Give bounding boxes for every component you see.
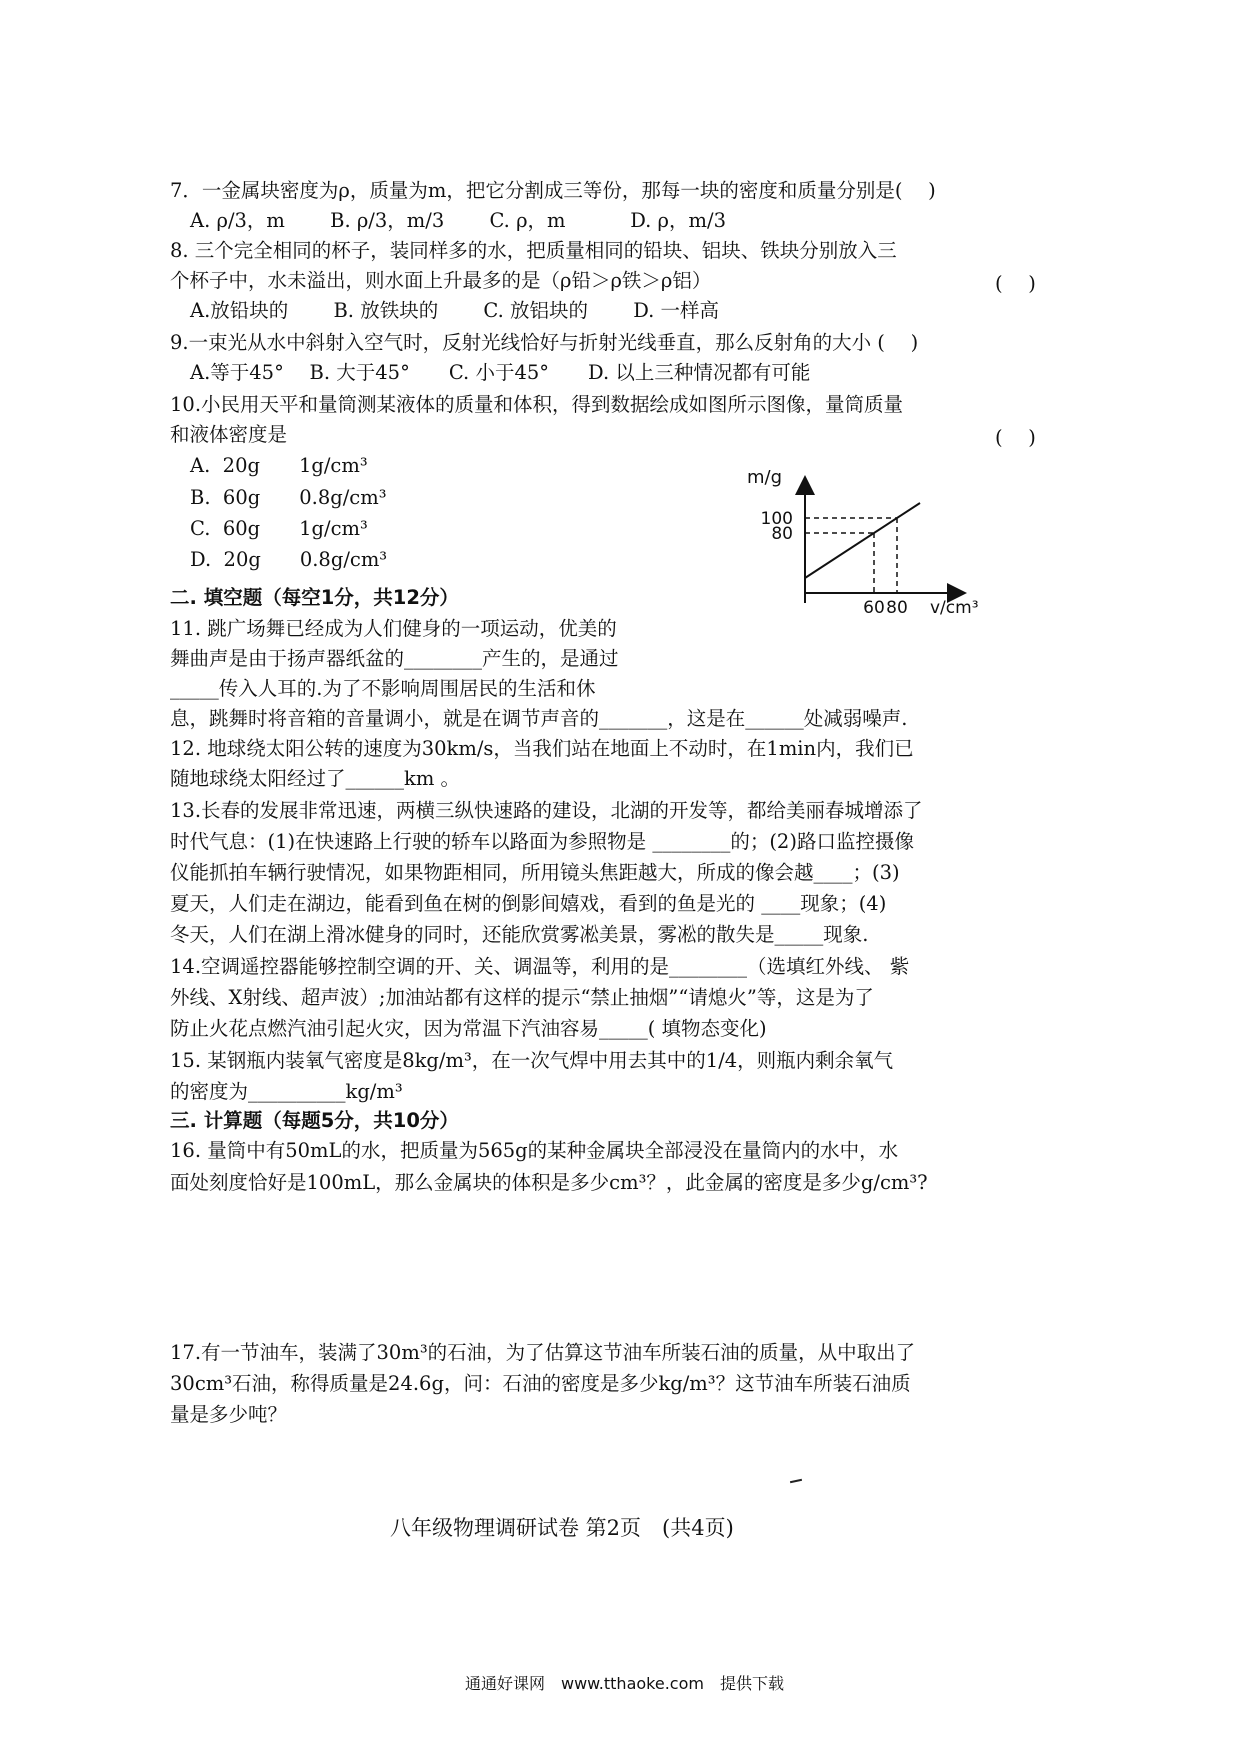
q13-line3: 仪能抓拍车辆行驶情况，如果物距相同，所用镜头焦距越大，所成的像会越____；(3) bbox=[170, 861, 900, 884]
q8-options: A.放铅块的 B. 放铁块的 C. 放铝块的 D. 一样高 bbox=[190, 299, 720, 322]
q13-line2: 时代气息：(1)在快速路上行驶的轿车以路面为参照物是 ________的；(2)路口监控摄像 bbox=[170, 830, 914, 853]
section-2-heading: 二. 填空题（每空1分，共12分） bbox=[170, 586, 459, 609]
q13-line4: 夏天，人们走在湖边，能看到鱼在树的倒影间嬉戏，看到的鱼是光的 ____现象；(4) bbox=[170, 892, 887, 915]
x-axis-label: v/cm³ bbox=[930, 598, 979, 615]
scan-mark bbox=[790, 1479, 802, 1483]
q10-option-c: C. 60g 1g/cm³ bbox=[190, 517, 368, 540]
q10-line2: 和液体密度是 bbox=[170, 423, 288, 446]
q8-line1: 8. 三个完全相同的杯子，装同样多的水，把质量相同的铅块、铝块、铁块分别放入三 bbox=[170, 239, 897, 262]
q17-line2: 30cm³石油，称得质量是24.6g，问：石油的密度是多少kg/m³？这节油车所装石油质 bbox=[170, 1372, 911, 1395]
section-3-heading: 三. 计算题（每题5分，共10分） bbox=[170, 1109, 459, 1132]
q10-option-d: D. 20g 0.8g/cm³ bbox=[190, 548, 388, 571]
q12-line1: 12. 地球绕太阳公转的速度为30km/s，当我们站在地面上不动时，在1min内，我们已 bbox=[170, 737, 914, 760]
q10-option-a: A. 20g 1g/cm³ bbox=[190, 454, 368, 477]
q14-line1: 14.空调遥控器能够控制空调的开、关、调温等，利用的是________（选填红外线、 紫 bbox=[170, 955, 910, 978]
q15-line2: 的密度为__________kg/m³ bbox=[170, 1080, 403, 1103]
q16-line2: 面处刻度恰好是100mL，那么金属块的体积是多少cm³？，此金属的密度是多少g/cm³? bbox=[170, 1171, 928, 1194]
q11-line2: 舞曲声是由于扬声器纸盆的________产生的，是通过 bbox=[170, 647, 619, 670]
y-axis-label: m/g bbox=[747, 467, 783, 488]
q17-line1: 17.有一节油车，装满了30m³的石油，为了估算这节油车所装石油的质量，从中取出了 bbox=[170, 1341, 916, 1364]
q15-line1: 15. 某钢瓶内装氧气密度是8kg/m³，在一次气焊中用去其中的1/4，则瓶内剩余氧气 bbox=[170, 1049, 894, 1072]
q10-option-b: B. 60g 0.8g/cm³ bbox=[190, 486, 387, 509]
q8-line2: 个杯子中，水未溢出，则水面上升最多的是（ρ铅＞ρ铁＞ρ铝） bbox=[170, 269, 712, 292]
q9-options: A.等于45° B. 大于45° C. 小于45° D. 以上三种情况都有可能 bbox=[190, 361, 811, 384]
q13-line1: 13.长春的发展非常迅速，两横三纵快速路的建设，北湖的开发等，都给美丽春城增添了 bbox=[170, 799, 923, 822]
q14-line2: 外线、X射线、超声波）;加油站都有这样的提示“禁止抽烟”“请熄火”等，这是为了 bbox=[170, 986, 874, 1009]
q9-stem: 9.一束光从水中斜射入空气时，反射光线恰好与折射光线垂直，那么反射角的大小 ( ) bbox=[170, 331, 919, 354]
q8-answer-paren: ( ) bbox=[995, 272, 1036, 295]
q11-line3: _____传入人耳的.为了不影响周围居民的生活和休 bbox=[170, 677, 596, 700]
q11-line4: 息，跳舞时将音箱的音量调小，就是在调节声音的_______，这是在______处减弱噪声. bbox=[170, 707, 908, 730]
q14-line3: 防止火花点燃汽油引起火灾，因为常温下汽油容易_____( 填物态变化) bbox=[170, 1017, 767, 1040]
page-footer: 八年级物理调研试卷 第2页 (共4页) bbox=[390, 1516, 734, 1540]
q12-line2: 随地球绕太阳经过了______km 。 bbox=[170, 767, 461, 790]
data-series-line bbox=[805, 503, 920, 578]
q7-options: A. ρ/3，m B. ρ/3，m/3 C. ρ，m D. ρ，m/3 bbox=[190, 209, 726, 232]
q16-line1: 16. 量筒中有50mL的水，把质量为565g的某种金属块全部浸没在量筒内的水中，水 bbox=[170, 1139, 899, 1162]
x-tick-label-80: 80 bbox=[886, 598, 908, 615]
y-tick-label-80: 80 bbox=[771, 524, 793, 544]
q13-line5: 冬天，人们在湖上滑冰健身的同时，还能欣赏雾凇美景，雾凇的散失是_____现象. bbox=[170, 923, 869, 946]
y-tick-label-100: 100 bbox=[760, 509, 793, 529]
x-tick-label-60: 60 bbox=[863, 598, 885, 615]
q10-line1: 10.小民用天平和量筒测某液体的质量和体积，得到数据绘成如图所示图像，量筒质量 bbox=[170, 393, 904, 416]
mass-volume-chart bbox=[745, 465, 985, 615]
q17-line3: 量是多少吨？ bbox=[170, 1403, 288, 1426]
q7-stem: 7．一金属块密度为ρ，质量为m，把它分割成三等份，那每一块的密度和质量分别是( ) bbox=[170, 179, 936, 202]
q11-line1: 11. 跳广场舞已经成为人们健身的一项运动，优美的 bbox=[170, 617, 617, 640]
q10-answer-paren: ( ) bbox=[995, 426, 1036, 449]
download-watermark: 通通好课网 www.tthaoke.com 提供下载 bbox=[465, 1674, 784, 1693]
